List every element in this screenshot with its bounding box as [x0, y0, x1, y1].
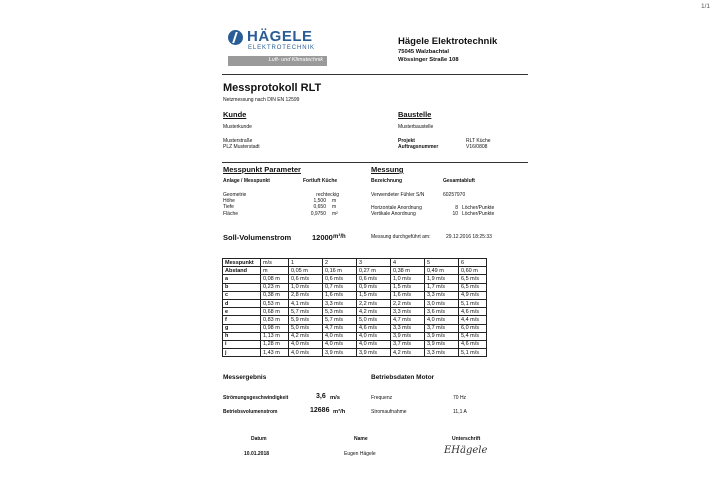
table-cell: g	[223, 324, 261, 332]
table-cell: 0,98 m	[261, 324, 289, 332]
table-cell: 1,43 m	[261, 349, 289, 357]
table-cell: 5,1 m/s	[459, 299, 487, 307]
table-cell: d	[223, 299, 261, 307]
done-label: Messung durchgeführt am:	[371, 234, 431, 240]
flow-unit: m³/h	[333, 409, 346, 415]
table-cell: 4,1 m/s	[289, 299, 323, 307]
table-cell: 3,7 m/s	[425, 324, 459, 332]
logo-banner	[228, 56, 327, 66]
table-row	[223, 283, 487, 291]
table-cell: 1,13 m	[261, 332, 289, 340]
table-cell: 0,6 m/s	[289, 275, 323, 283]
table-cell: 4,6 m/s	[459, 308, 487, 316]
table-row	[223, 316, 487, 324]
lightning-icon	[228, 30, 243, 45]
company-street: Wössinger Straße 108	[398, 56, 459, 63]
logo-name: HÄGELE	[247, 28, 313, 45]
table-cell: 4,0 m/s	[289, 349, 323, 357]
table-cell: 2,8 m/s	[289, 291, 323, 299]
table-cell: 0,9 m/s	[357, 283, 391, 291]
vert-unit: Löcher/Punkte	[462, 211, 495, 217]
sign-label: Unterschrift	[452, 436, 481, 442]
height-label: Höhe	[223, 198, 235, 204]
logo-banner-text: Luft- und Klimatechnik	[268, 57, 323, 63]
table-row	[223, 340, 487, 348]
table-cell: 4,9 m/s	[459, 291, 487, 299]
table-cell: 6	[459, 259, 487, 267]
table-cell: 3	[357, 259, 391, 267]
desc-label: Bezeichnung	[371, 178, 403, 184]
nominal-unit: m³/h	[333, 234, 346, 240]
company-address	[398, 36, 528, 64]
order-value: V16/0808	[466, 144, 488, 150]
speed-unit: m/s	[330, 395, 340, 401]
table-distance-row	[223, 267, 487, 275]
table-cell: 1,9 m/s	[425, 275, 459, 283]
table-cell: 4,0 m/s	[357, 340, 391, 348]
table-cell: 5,7 m/s	[289, 308, 323, 316]
sensor-value: 60257970	[443, 192, 466, 198]
table-cell: 0,68 m	[261, 308, 289, 316]
table-cell: 1,6 m/s	[323, 291, 357, 299]
table-cell: 0,08 m	[261, 275, 289, 283]
horiz-unit: Löcher/Punkte	[462, 205, 495, 211]
company-name: Hägele Elektrotechnik	[398, 36, 498, 47]
depth-label: Tiefe	[223, 204, 234, 210]
table-cell: 5,1 m/s	[459, 349, 487, 357]
table-cell: 4	[391, 259, 425, 267]
result-heading: Messergebnis	[223, 374, 267, 381]
company-city: 75045 Walzbachtal	[398, 49, 450, 55]
speed-value: 3,6	[316, 393, 326, 400]
table-cell: 3,9 m/s	[323, 349, 357, 357]
table-row	[223, 299, 487, 307]
document-title: Messprotokoll RLT	[223, 82, 322, 94]
area-value: 0,9750	[310, 211, 326, 217]
project-value: RLT Küche	[466, 138, 491, 144]
document-subtitle: Netzmessung nach DIN EN 12599	[223, 97, 300, 103]
table-cell: 1,7 m/s	[425, 283, 459, 291]
freq-value: 70 Hz	[453, 395, 467, 401]
table-cell: c	[223, 291, 261, 299]
table-cell: 1	[289, 259, 323, 267]
current-value: 11,1 A	[453, 409, 467, 415]
table-cell: 3,3 m/s	[391, 324, 425, 332]
table-cell: 2	[323, 259, 357, 267]
table-cell: 0,6 m/s	[357, 275, 391, 283]
table-cell: 5,7 m/s	[323, 316, 357, 324]
table-cell: m/s	[261, 259, 289, 267]
name-label: Name	[354, 436, 368, 442]
table-cell: 0,49 m	[425, 267, 459, 275]
area-unit: m²	[332, 211, 338, 217]
freq-label: Frequenz	[371, 395, 393, 401]
table-cell: 4,0 m/s	[289, 340, 323, 348]
table-cell: 0,05 m	[289, 267, 323, 275]
customer-street: Musterstraße	[223, 138, 253, 144]
measurement-heading: Messung	[371, 165, 404, 174]
horiz-label: Horizontale Anordnung	[371, 205, 422, 211]
sensor-label: Verwendeter Fühler S/N	[371, 192, 425, 198]
table-cell: 4,7 m/s	[323, 324, 357, 332]
plant-value: Fortluft Küche	[303, 178, 338, 184]
customer-name: Musterkunde	[223, 124, 252, 130]
table-cell: e	[223, 308, 261, 316]
table-cell: 1,0 m/s	[289, 283, 323, 291]
table-cell: 4,7 m/s	[391, 316, 425, 324]
order-label: Auftragsnummer	[398, 144, 439, 150]
vert-label: Vertikale Anordnung	[371, 211, 416, 217]
table-cell: 4,0 m/s	[425, 316, 459, 324]
site-heading: Baustelle	[398, 110, 432, 119]
project-label: Projekt	[398, 138, 415, 144]
table-cell: 1,5 m/s	[391, 283, 425, 291]
header-divider	[222, 74, 528, 75]
nominal-value: 12000	[312, 233, 333, 242]
table-cell: Abstand	[223, 267, 261, 275]
table-cell: 3,3 m/s	[391, 308, 425, 316]
table-cell: 4,2 m/s	[289, 332, 323, 340]
table-cell: 3,9 m/s	[425, 332, 459, 340]
table-cell: Messpunkt	[223, 259, 261, 267]
table-cell: 3,6 m/s	[425, 308, 459, 316]
geometry-label: Geometrie	[223, 192, 247, 198]
table-cell: 0,16 m	[323, 267, 357, 275]
nominal-label: Soll-Volumenstrom	[223, 233, 292, 242]
table-cell: 1,6 m/s	[391, 291, 425, 299]
done-value: 29.12.2016 18:25:33	[446, 234, 492, 240]
table-cell: 3,3 m/s	[425, 349, 459, 357]
table-cell: a	[223, 275, 261, 283]
table-cell: 5,0 m/s	[357, 316, 391, 324]
table-cell: f	[223, 316, 261, 324]
section-divider-1	[222, 162, 528, 163]
table-cell: 4,2 m/s	[357, 308, 391, 316]
table-cell: 4,6 m/s	[357, 324, 391, 332]
table-cell: 5,3 m/s	[323, 308, 357, 316]
customer-heading: Kunde	[223, 110, 247, 119]
point-heading: Messpunkt Parameter	[223, 165, 301, 174]
page-indicator: 1/1	[700, 3, 710, 10]
date-value: 10.01.2018	[244, 451, 270, 457]
name-value: Eugen Hägele	[344, 451, 376, 457]
table-cell: 6,5 m/s	[459, 283, 487, 291]
site-name: Musterbaustelle	[398, 124, 434, 130]
table-cell: 0,38 m	[261, 291, 289, 299]
desc-value: Gesamtabluft	[443, 178, 475, 184]
table-row	[223, 291, 487, 299]
table-header-row	[223, 259, 487, 267]
table-cell: 4,0 m/s	[357, 332, 391, 340]
table-cell: 3,3 m/s	[323, 299, 357, 307]
table-cell: m	[261, 267, 289, 275]
table-cell: 0,60 m	[459, 267, 487, 275]
speed-label: Strömungsgeschwindigkeit	[223, 395, 289, 401]
customer-city: PLZ Musterstadt	[223, 144, 260, 150]
height-unit: m	[332, 198, 337, 204]
table-cell: 3,3 m/s	[425, 291, 459, 299]
table-cell: 6,5 m/s	[459, 275, 487, 283]
table-cell: 3,9 m/s	[425, 340, 459, 348]
depth-value: 0,650	[313, 204, 326, 210]
table-cell: 0,7 m/s	[323, 283, 357, 291]
plant-label: Anlage / Messpunkt	[223, 178, 270, 184]
table-cell: j	[223, 349, 261, 357]
table-cell: 1,0 m/s	[391, 275, 425, 283]
date-label: Datum	[251, 436, 267, 442]
table-cell: i	[223, 340, 261, 348]
table-cell: 0,23 m	[261, 283, 289, 291]
table-cell: 0,6 m/s	[323, 275, 357, 283]
table-cell: 5,0 m/s	[289, 324, 323, 332]
table-cell: 6,0 m/s	[459, 324, 487, 332]
horiz-value: 8	[455, 205, 458, 211]
table-cell: h	[223, 332, 261, 340]
table-row	[223, 332, 487, 340]
table-row	[223, 275, 487, 283]
table-cell: 2,2 m/s	[357, 299, 391, 307]
table-cell: 0,83 m	[261, 316, 289, 324]
table-cell: 0,27 m	[357, 267, 391, 275]
table-cell: 5,9 m/s	[289, 316, 323, 324]
table-cell: 4,4 m/s	[459, 316, 487, 324]
table-cell: 4,2 m/s	[391, 349, 425, 357]
table-cell: 5,4 m/s	[459, 332, 487, 340]
table-cell: 5	[425, 259, 459, 267]
geometry-value: rechteckig	[316, 192, 339, 198]
flow-label: Betriebsvolumenstrom	[223, 409, 278, 415]
table-cell: 4,6 m/s	[459, 340, 487, 348]
table-cell: 1,5 m/s	[357, 291, 391, 299]
table-cell: 3,7 m/s	[391, 340, 425, 348]
document-page	[196, 0, 528, 480]
table-cell: 3,9 m/s	[357, 349, 391, 357]
table-cell: 3,9 m/s	[391, 332, 425, 340]
company-logo	[228, 30, 328, 68]
table-cell: b	[223, 283, 261, 291]
table-row	[223, 308, 487, 316]
table-cell: 4,0 m/s	[323, 332, 357, 340]
area-label: Fläche	[223, 211, 239, 217]
motor-heading: Betriebsdaten Motor	[371, 374, 435, 381]
height-value: 1,500	[313, 198, 326, 204]
table-row	[223, 324, 487, 332]
vert-value: 10	[452, 211, 458, 217]
logo-tagline: ELEKTROTECHNIK	[248, 45, 315, 51]
measurement-table	[222, 258, 487, 357]
depth-unit: m	[332, 204, 337, 210]
handwritten-signature: EHägele	[444, 445, 488, 456]
table-row	[223, 349, 487, 357]
table-cell: 0,53 m	[261, 299, 289, 307]
table-cell: 1,28 m	[261, 340, 289, 348]
table-cell: 4,0 m/s	[323, 340, 357, 348]
table-cell: 3,0 m/s	[425, 299, 459, 307]
table-cell: 0,38 m	[391, 267, 425, 275]
table-cell: 2,2 m/s	[391, 299, 425, 307]
flow-value: 12686	[310, 407, 330, 414]
current-label: Stromaufnahme	[371, 409, 407, 415]
